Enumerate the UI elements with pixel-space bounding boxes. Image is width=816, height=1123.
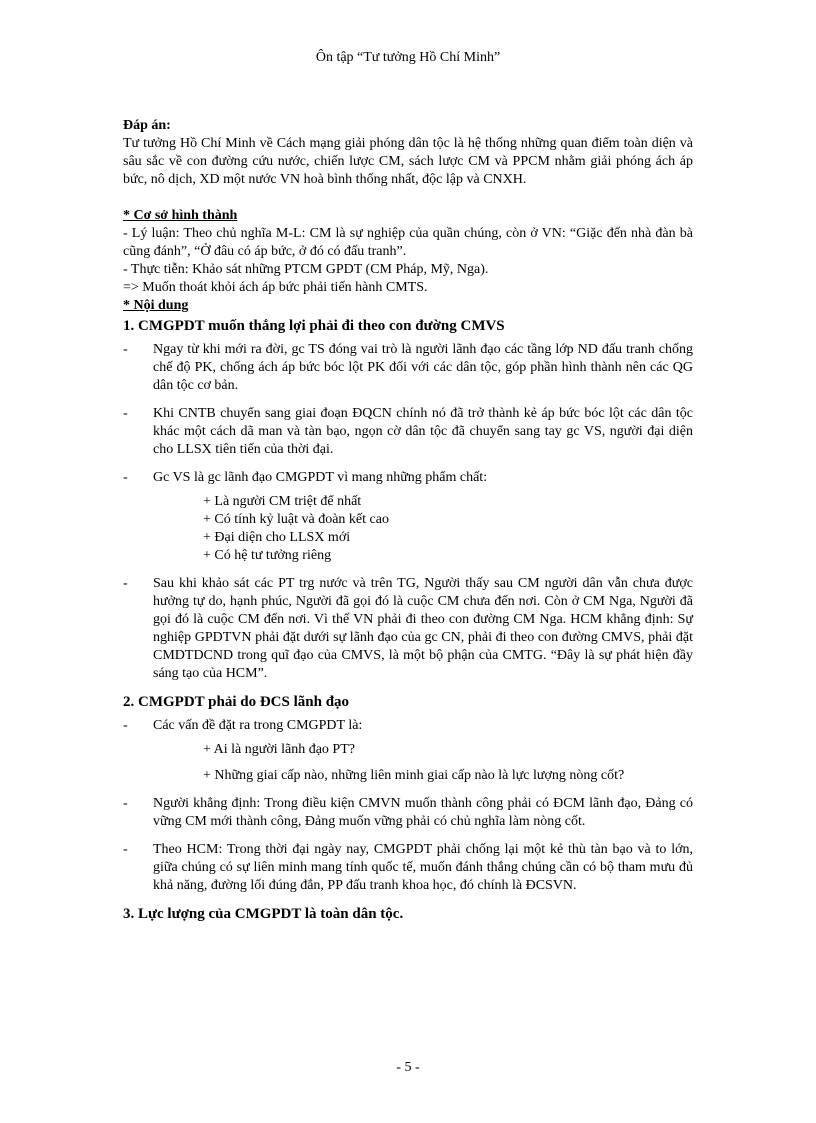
dash-bullet: - bbox=[123, 342, 128, 357]
section-1-title: 1. CMGPDT muốn thắng lợi phải đi theo con đường CMVS bbox=[123, 318, 505, 334]
basis-line: => Muốn thoát khỏi ách áp bức phải tiến hành CMTS. bbox=[123, 280, 428, 295]
page-header: Ôn tập “Tư tưởng Hồ Chí Minh” bbox=[315, 50, 501, 65]
questions-list bbox=[153, 741, 693, 785]
section-3-title: 3. Lực lượng của CMGPDT là toàn dân tộc. bbox=[123, 906, 404, 922]
question-item: + Những giai cấp nào, những liên minh giai cấp nào là lực lượng nòng cốt? bbox=[203, 768, 625, 783]
section-2-list bbox=[123, 717, 693, 895]
list-item-text: Khi CNTB chuyển sang giai đoạn ĐQCN chính nó đã trở thành kẻ áp bức bóc lột các dân tộc khác một cách dã man và tàn bạo, ngọn cờ dân tộc đã chuyển sang tay gc VS, người đại diện cho LLSX tiên tiến của thời đại. bbox=[153, 406, 693, 457]
answer-text: Tư tưởng Hồ Chí Minh về Cách mạng giải phóng dân tộc là hệ thống những quan điểm toàn diện và sâu sắc về con đường cứu nước, chiến lược CM, sách lược CM và PPCM nhằm giải phóng ách áp bức, nô dịch, XD một nước VN hoà bình thống nhất, độc lập và CNXH. bbox=[123, 136, 693, 187]
basis-line: - Lý luận: Theo chủ nghĩa M-L: CM là sự nghiệp của quần chúng, còn ở VN: “Giặc đến nhà đàn bà cũng đánh”, “Ở đâu có áp bức, ở đó có đấu tranh”. bbox=[123, 226, 693, 259]
answer-label: Đáp án: bbox=[123, 118, 171, 133]
list-item bbox=[123, 341, 693, 395]
basis-title: * Cơ sở hình thành bbox=[123, 208, 238, 223]
qualities-list bbox=[153, 493, 693, 565]
list-item bbox=[123, 841, 693, 895]
dash-bullet: - bbox=[123, 470, 128, 485]
dash-bullet: - bbox=[123, 796, 128, 811]
dash-bullet: - bbox=[123, 718, 128, 733]
section-1-list bbox=[123, 341, 693, 683]
list-item-text: Sau khi khảo sát các PT trg nước và trên TG, Người thấy sau CM người dân vẫn chưa được hưởng tự do, hạnh phúc, Người đã gọi đó là cuộc CM chưa đến nơi. Còn ở CM Nga, Người đã gọi đó là cuộc CM đến nơi. Vì thế VN phải đi theo con đường CM Nga. HCM khẳng định: Sự nghiệp GPDTVN phải đặt dưới sự lãnh đạo của gc CN, phải đi theo con đường CMVS, phải đặt CMDTDCND trong quĩ đạo của CMVS, là một bộ phận của CMTG. “Đây là sự phát hiện đầy sáng tạo của HCM”. bbox=[153, 576, 693, 681]
list-item-text: Theo HCM: Trong thời đại ngày nay, CMGPDT phải chống lại một kẻ thù tàn bạo và to lớn, giữa chúng có sự liên minh mang tính quốc tế, muốn đánh thắng chúng cần có bộ tham mưu đủ khả năng, đường lối đúng đắn, PP đấu tranh khoa học, đó chính là ĐCSVN. bbox=[153, 842, 693, 893]
question-item: + Ai là người lãnh đạo PT? bbox=[203, 742, 355, 757]
list-item-text: Gc VS là gc lãnh đạo CMGPDT vì mang những phẩm chất: bbox=[153, 470, 488, 485]
quality-item: + Có hệ tư tưởng riêng bbox=[203, 548, 332, 563]
list-item-text: Các vấn đề đặt ra trong CMGPDT là: bbox=[153, 718, 363, 733]
list-item-text: Ngay từ khi mới ra đời, gc TS đóng vai trò là người lãnh đạo các tầng lớp ND đấu tranh chống chế độ PK, chống ách áp bức bóc lột PK đối với các dân tộc, góp phần hình thành nên các QG dân tộc cơ bản. bbox=[153, 342, 693, 393]
section-2-title: 2. CMGPDT phải do ĐCS lãnh đạo bbox=[123, 694, 350, 710]
list-item bbox=[123, 405, 693, 459]
dash-bullet: - bbox=[123, 406, 128, 421]
quality-item: + Là người CM triệt để nhất bbox=[203, 494, 362, 509]
dash-bullet: - bbox=[123, 576, 128, 591]
list-item bbox=[123, 795, 693, 831]
list-item bbox=[123, 717, 693, 785]
dash-bullet: - bbox=[123, 842, 128, 857]
page-number: - 5 - bbox=[396, 1060, 420, 1075]
list-item bbox=[123, 575, 693, 683]
page-content bbox=[123, 117, 693, 929]
quality-item: + Đại diện cho LLSX mới bbox=[203, 530, 351, 545]
basis-line: - Thực tiễn: Khảo sát những PTCM GPDT (CM Pháp, Mỹ, Nga). bbox=[123, 262, 489, 277]
content-title: * Nội dung bbox=[123, 298, 189, 313]
list-item-text: Người khẳng định: Trong điều kiện CMVN muốn thành công phải có ĐCM lãnh đạo, Đảng có vững CM mới thành công, Đảng muốn vững phải có chủ nghĩa làm nòng cốt. bbox=[153, 796, 693, 829]
list-item bbox=[123, 469, 693, 565]
quality-item: + Có tính kỷ luật và đoàn kết cao bbox=[203, 512, 389, 527]
